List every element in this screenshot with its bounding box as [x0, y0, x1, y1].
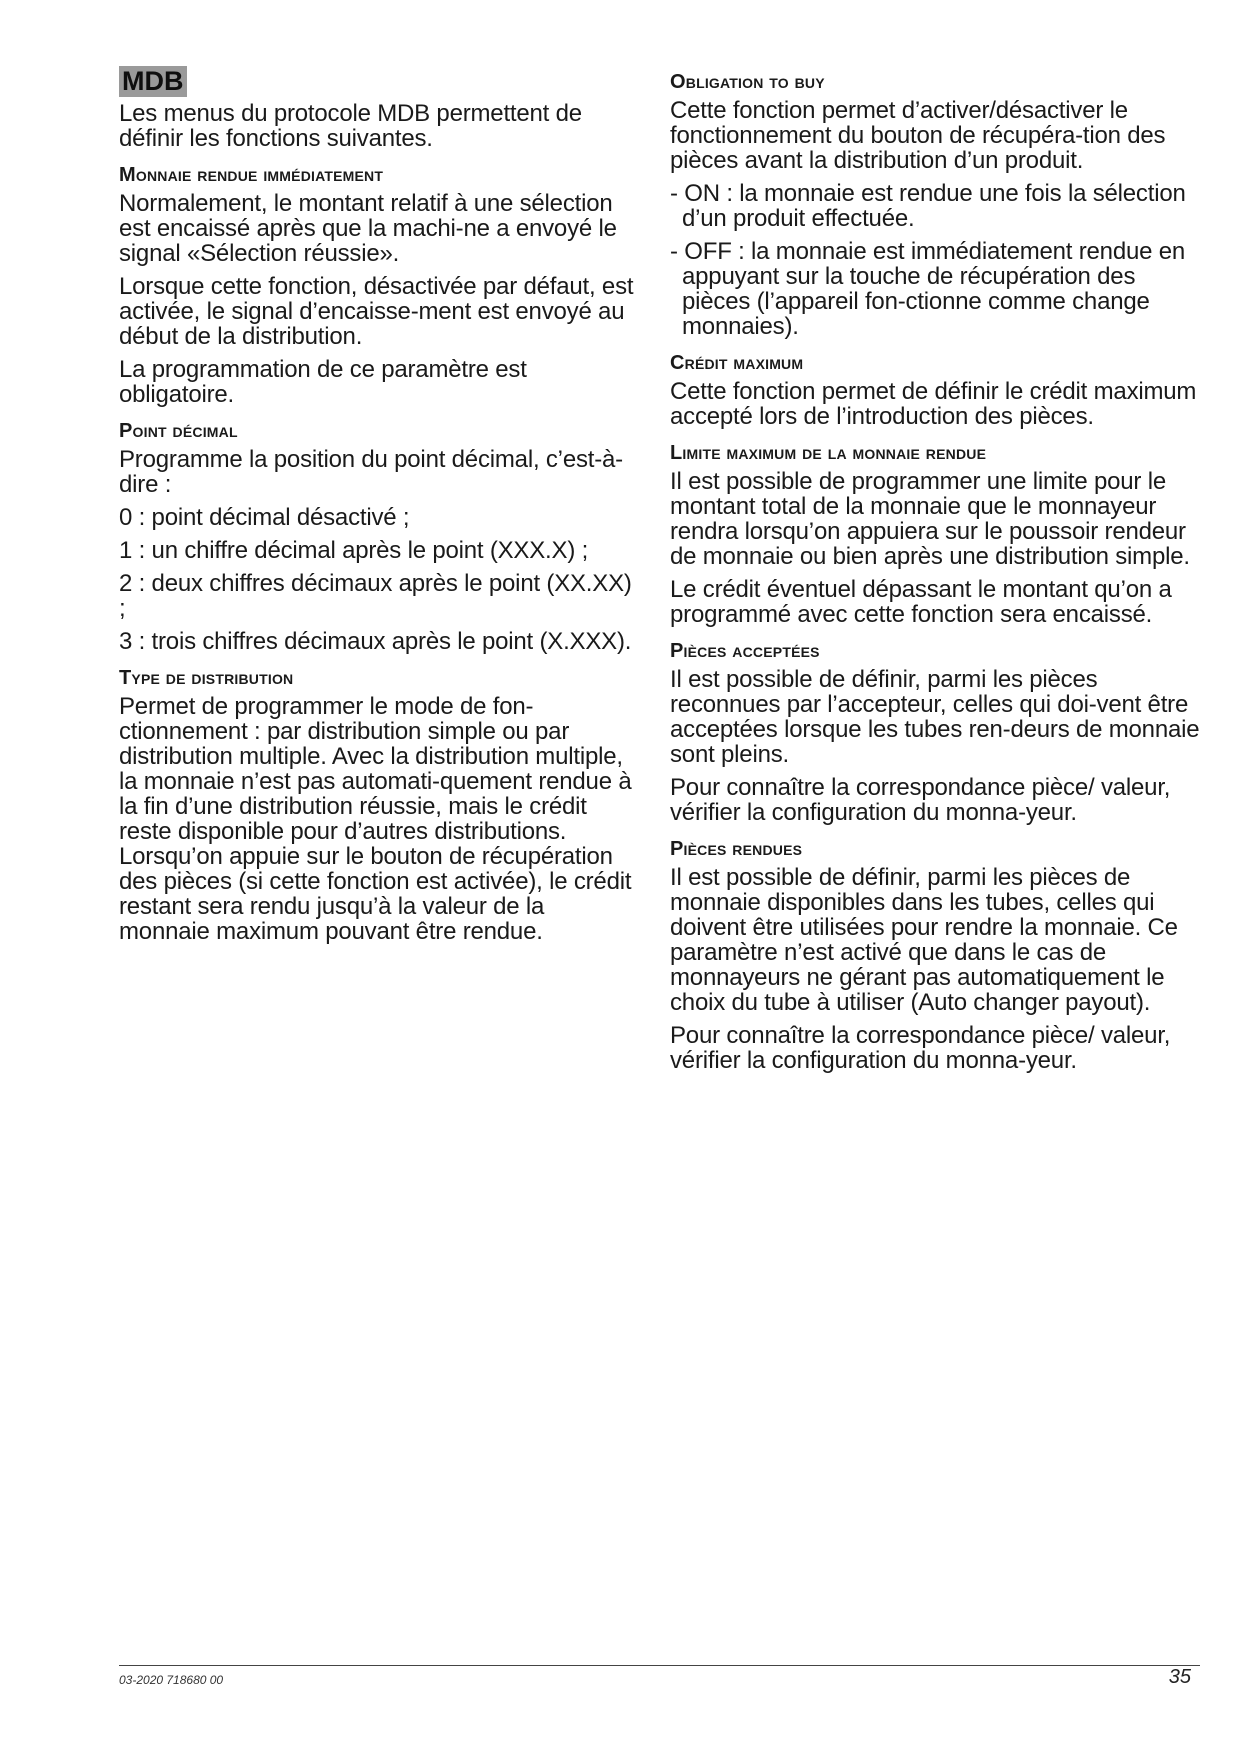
pieces-rendues-p1: Il est possible de définir, parmi les pièces de monnaie disponibles dans les tubes, celles qui doivent être utilisées pour rendre la monnaie. Ce paramètre n’est activé que dans le cas de monnayeurs ne gérant pas automatiquement le choix du tube à utiliser (Auto changer payout). — [670, 864, 1178, 1016]
type-distribution-p1: Permet de programmer le mode de fon-ctionnement : par distribution simple ou par distribution multiple. Avec la distribution multiple, la monnaie n’est pas automati-quement rendue à la fin d’une distribution réussie, mais le crédit reste disponible pour d’autres distributions. Lorsqu’on appuie sur le bouton de récupération des pièces (si cette fonction est activée), le crédit restant sera rendu jusqu’à la valeur de la monnaie maximum pouvant être rendue. — [119, 693, 632, 945]
heading-monnaie-rendue: Monnaie rendue immédiatement — [119, 164, 384, 186]
pieces-rendues-p2: Pour connaître la correspondance pièce/ valeur, vérifier la configuration du monna-yeur. — [670, 1022, 1171, 1074]
limite-p1: Il est possible de programmer une limite pour le montant total de la monnaie que le monnayeur rendra lorsqu’on appuiera sur le poussoir rendeur de monnaie ou bien après une distribution simple. — [670, 468, 1190, 570]
limite-p2: Le crédit éventuel dépassant le montant qu’on a programmé avec cette fonction sera encaissé. — [670, 576, 1172, 628]
monnaie-rendue-p3: La programmation de ce paramètre est obligatoire. — [119, 356, 527, 408]
left-column — [119, 66, 641, 952]
point-decimal-opt2: 2 : deux chiffres décimaux après le point (XX.XX) ; — [119, 570, 632, 622]
heading-limite: Limite maximum de la monnaie rendue — [670, 442, 987, 464]
footer-rule — [119, 1665, 1200, 1666]
monnaie-rendue-p1: Normalement, le montant relatif à une sélection est encaissé après que la machi-ne a envoyé le signal «Sélection réussie». — [119, 190, 617, 267]
point-decimal-opt3: 3 : trois chiffres décimaux après le point (X.XXX). — [119, 628, 632, 655]
heading-type-distribution: Type de distribution — [119, 667, 294, 689]
heading-obligation: Obligation to buy — [670, 71, 825, 93]
monnaie-rendue-p2: Lorsque cette fonction, désactivée par défaut, est activée, le signal d’encaisse-ment est envoyé au début de la distribution. — [119, 273, 634, 350]
point-decimal-opt1: 1 : un chiffre décimal après le point (XXX.X) ; — [119, 537, 589, 564]
heading-credit-max: Crédit maximum — [670, 352, 804, 374]
point-decimal-p1: Programme la position du point décimal, c’est-à-dire : — [119, 446, 623, 498]
obligation-off: - OFF : la monnaie est immédiatement rendue en appuyant sur la touche de récupération des pièces (l’appareil fon-ctionne comme change monnaies). — [670, 238, 1186, 340]
right-column — [670, 66, 1200, 1081]
obligation-on: - ON : la monnaie est rendue une fois la sélection d’un produit effectuée. — [670, 180, 1186, 232]
heading-point-decimal: Point décimal — [119, 420, 238, 442]
pieces-acceptees-p1: Il est possible de définir, parmi les pièces reconnues par l’accepteur, celles qui doi-vent être acceptées lorsque les tubes ren-deurs de monnaie sont pleins. — [670, 666, 1200, 768]
heading-pieces-rendues: Pièces rendues — [670, 838, 803, 860]
page-number: 35 — [1168, 1666, 1191, 1688]
point-decimal-opt0: 0 : point décimal désactivé ; — [119, 504, 410, 531]
footer-doc-code: 03-2020 718680 00 — [119, 1673, 224, 1687]
pieces-acceptees-p2: Pour connaître la correspondance pièce/ valeur, vérifier la configuration du monna-yeur. — [670, 774, 1171, 826]
intro-paragraph: Les menus du protocole MDB permettent de définir les fonctions suivantes. — [119, 100, 582, 152]
credit-max-p1: Cette fonction permet de définir le crédit maximum accepté lors de l’introduction des pièces. — [670, 378, 1197, 430]
section-title: MDB — [119, 66, 187, 97]
heading-pieces-acceptees: Pièces acceptées — [670, 640, 820, 662]
obligation-p1: Cette fonction permet d’activer/désactiver le fonctionnement du bouton de récupéra-tion des pièces avant la distribution d’un produit. — [670, 97, 1166, 174]
